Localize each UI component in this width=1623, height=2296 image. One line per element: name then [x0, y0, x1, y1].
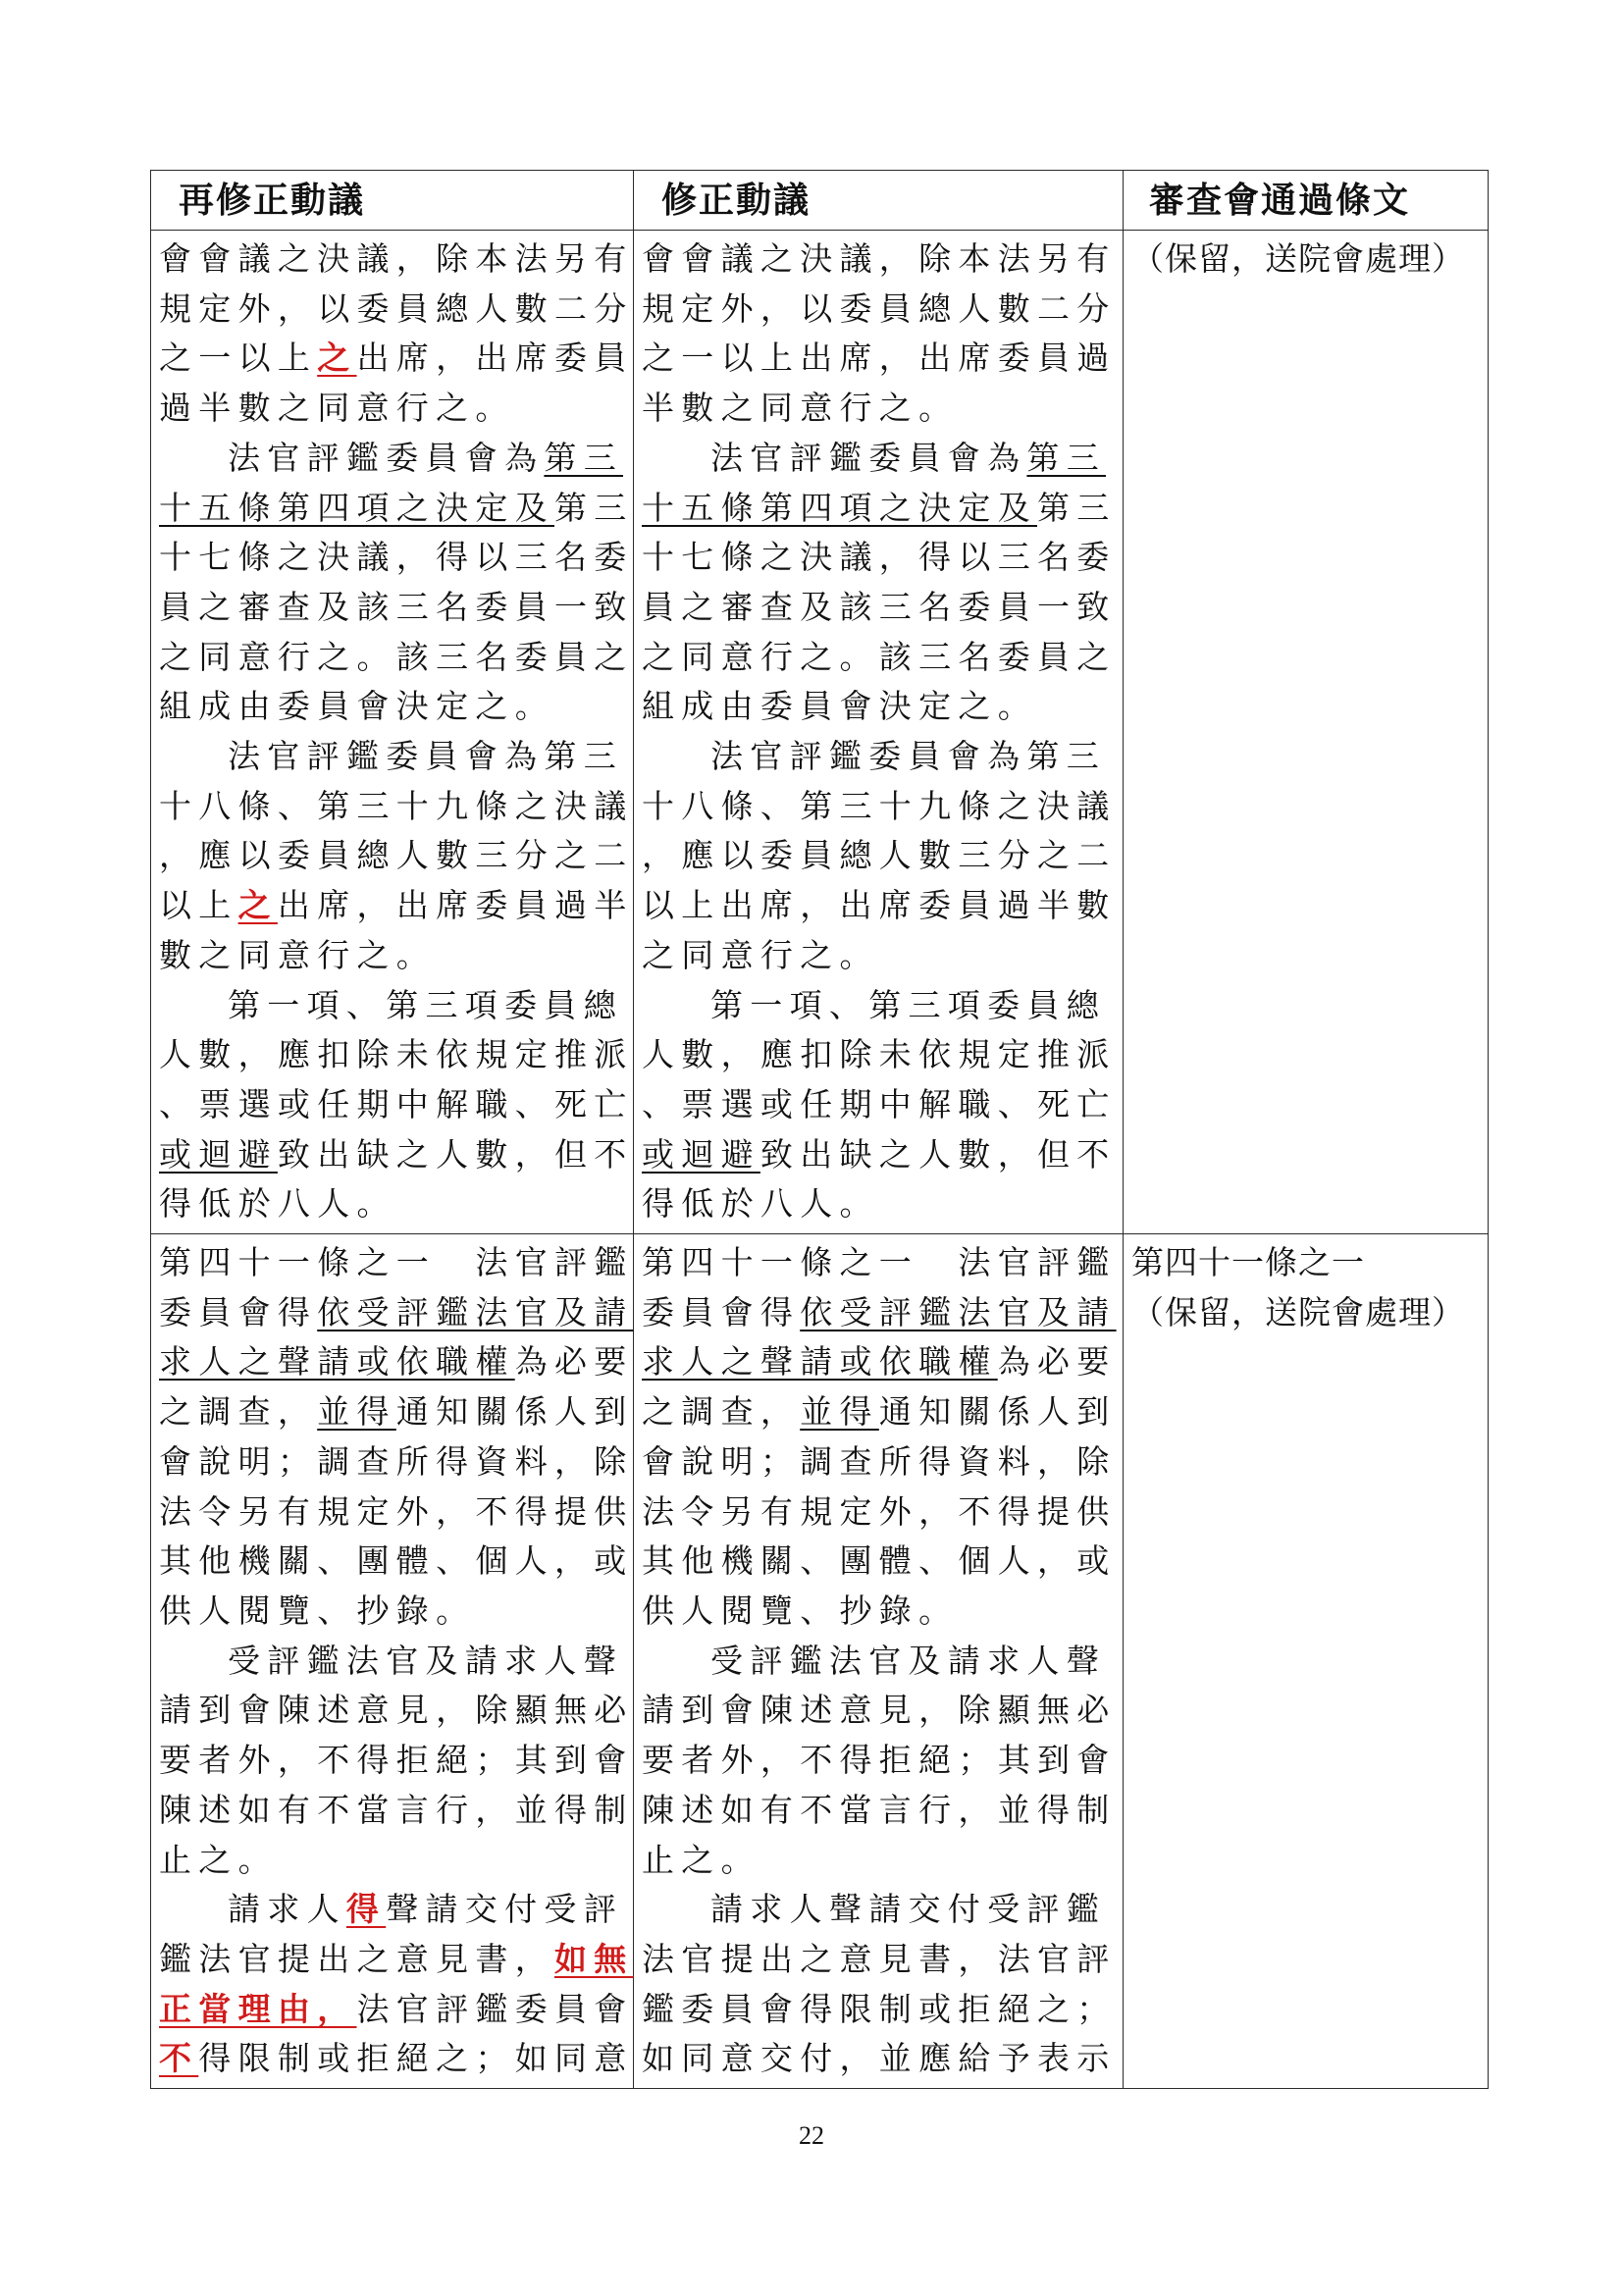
text-line: 員之審查及該三名委員一致 — [642, 587, 1117, 626]
committee-text — [1124, 231, 1488, 288]
text-line: 供人閱覽、抄錄。 — [642, 1591, 959, 1630]
header-amendment: 修正動議 — [634, 171, 1124, 231]
text-line: 規定外，以委員總人數二分 — [159, 288, 634, 328]
underlined-text: 或迴避 — [159, 1134, 278, 1174]
text-line: 十五條第四項之決定及第三 — [642, 488, 1117, 527]
text-line: 陳述如有不當言行，並得制 — [642, 1790, 1117, 1829]
committee-text — [1124, 1234, 1488, 1341]
row1-committee-cell — [1124, 231, 1489, 1234]
text-line: 供人閱覽、抄錄。 — [159, 1591, 476, 1630]
red-amended-text: 不 — [159, 2039, 199, 2078]
row1-re-amendment-cell — [151, 231, 634, 1234]
text-line: 或迴避致出缺之人數，但不 — [159, 1134, 634, 1174]
text-line: 法官評鑑委員會為第三 — [228, 438, 624, 477]
text-line: 法令另有規定外，不得提供 — [642, 1491, 1117, 1531]
text-line: 以上出席，出席委員過半數 — [642, 886, 1117, 925]
underlined-text: 依受評鑑法官及請 — [317, 1292, 634, 1331]
text-line: 會說明；調查所得資料，除 — [159, 1441, 634, 1481]
text-line: 人數，應扣除未依規定推派 — [159, 1035, 634, 1074]
comparison-table — [150, 170, 1489, 2089]
text-line: 求人之聲請或依職權為必要 — [642, 1342, 1117, 1382]
text-line: 止之。 — [159, 1840, 278, 1879]
text-line: 如同意交付，並應給予表示 — [642, 2039, 1117, 2078]
text-line: 止之。 — [642, 1840, 760, 1879]
text-line: 人數，應扣除未依規定推派 — [642, 1035, 1117, 1074]
text-line: 法令另有規定外，不得提供 — [159, 1491, 634, 1531]
text-line: 過半數之同意行之。 — [159, 389, 515, 428]
table-row — [151, 231, 1489, 1234]
reserved-note: （保留，送院會處理） — [1131, 239, 1465, 278]
text-line: 第一項、第三項委員總 — [228, 985, 623, 1024]
table-row — [151, 1234, 1489, 2089]
article-heading: 第四十一條之一 法官評鑑 — [642, 1243, 1117, 1282]
text-line: 之調查，並得通知關係人到 — [642, 1392, 1117, 1432]
text-line: 十八條、第三十九條之決議 — [642, 786, 1117, 825]
red-amended-text: 得 — [345, 1890, 387, 1929]
underlined-text: 第三 — [1026, 438, 1107, 477]
text-line: 十五條第四項之決定及第三 — [159, 488, 634, 527]
text-line: 委員會得依受評鑑法官及請 — [642, 1292, 1117, 1331]
row1-amendment-cell — [634, 231, 1124, 1234]
text-line: 請到會陳述意見，除顯無必 — [159, 1691, 634, 1730]
header-re-amendment: 再修正動議 — [151, 171, 634, 231]
text-line: 法官評鑑委員會為第三 — [710, 438, 1107, 477]
text-line: 得低於八人。 — [642, 1184, 879, 1224]
underlined-text: 十五條第四項之決定及 — [642, 488, 1037, 527]
text-line: 或迴避致出缺之人數，但不 — [642, 1134, 1117, 1174]
underlined-text: 並得 — [800, 1392, 879, 1432]
text-line: 組成由委員會決定之。 — [159, 687, 554, 726]
header-row — [151, 171, 1489, 231]
article-text — [151, 1234, 633, 2088]
underlined-text: 求人之聲請或依職權 — [159, 1342, 515, 1382]
text-line: ，應以委員總人數三分之二 — [642, 836, 1117, 875]
text-line: ，應以委員總人數三分之二 — [159, 836, 634, 875]
text-line: 法官提出之意見書，法官評 — [642, 1939, 1117, 1978]
text-line: 不得限制或拒絕之；如同意 — [159, 2039, 634, 2078]
text-line: 要者外，不得拒絕；其到會 — [159, 1741, 634, 1780]
row2-re-amendment-cell — [151, 1234, 634, 2089]
article-text — [634, 231, 1123, 1233]
row2-committee-cell — [1124, 1234, 1489, 2089]
text-line: 會會議之決議，除本法另有 — [159, 239, 634, 278]
text-line: 請到會陳述意見，除顯無必 — [642, 1691, 1117, 1730]
underlined-text: 第三 — [544, 438, 624, 477]
text-line: 其他機關、團體、個人，或 — [159, 1541, 634, 1581]
underlined-text: 十五條第四項之決定及 — [159, 488, 554, 527]
text-line: 十八條、第三十九條之決議 — [159, 786, 634, 825]
text-line: 第一項、第三項委員總 — [710, 985, 1106, 1024]
text-line: 法官評鑑委員會為第三 — [228, 737, 623, 776]
text-line: 之一以上出席，出席委員過 — [642, 339, 1117, 378]
text-line: 組成由委員會決定之。 — [642, 687, 1037, 726]
text-line: 員之審查及該三名委員一致 — [159, 587, 634, 626]
text-line: 鑑委員會得限制或拒絕之； — [642, 1989, 1117, 2028]
red-amended-text: 之 — [237, 886, 278, 925]
text-line: 正當理由，法官評鑑委員會 — [159, 1989, 634, 2028]
article-heading: 第四十一條之一 — [1131, 1243, 1365, 1282]
article-text — [634, 1234, 1123, 2088]
text-line: 委員會得依受評鑑法官及請 — [159, 1292, 634, 1331]
text-line: 數之同意行之。 — [159, 935, 437, 974]
article-heading: 第四十一條之一 法官評鑑 — [159, 1243, 634, 1282]
underlined-text: 求人之聲請或依職權 — [642, 1342, 998, 1382]
text-line: 半數之同意行之。 — [642, 389, 959, 428]
text-line: 之同意行之。 — [642, 935, 879, 974]
underlined-text: 或迴避 — [642, 1134, 760, 1174]
article-text — [151, 231, 633, 1233]
text-line: 鑑法官提出之意見書，如無 — [159, 1939, 634, 1978]
text-line: 陳述如有不當言行，並得制 — [159, 1790, 634, 1829]
row2-amendment-cell — [634, 1234, 1124, 2089]
reserved-note: （保留，送院會處理） — [1131, 1292, 1465, 1331]
text-line: 受評鑑法官及請求人聲 — [710, 1641, 1106, 1680]
text-line: 十七條之決議，得以三名委 — [642, 538, 1117, 577]
text-line: 規定外，以委員總人數二分 — [642, 288, 1117, 328]
page-number: 22 — [799, 2121, 824, 2150]
text-line: 得低於八人。 — [159, 1184, 396, 1224]
text-line: 之一以上之出席，出席委員 — [159, 339, 634, 378]
underlined-text: 依受評鑑法官及請 — [800, 1292, 1117, 1331]
text-line: 求人之聲請或依職權為必要 — [159, 1342, 634, 1382]
text-line: 會會議之決議，除本法另有 — [642, 239, 1117, 278]
text-line: 之調查，並得通知關係人到 — [159, 1392, 634, 1432]
red-amended-text: 之 — [317, 339, 357, 378]
text-line: 、票選或任期中解職、死亡 — [159, 1084, 634, 1123]
text-line: 會說明；調查所得資料，除 — [642, 1441, 1117, 1481]
text-line: 請求人得聲請交付受評 — [228, 1890, 624, 1929]
text-line: 其他機關、團體、個人，或 — [642, 1541, 1117, 1581]
header-committee-text: 審查會通過條文 — [1124, 171, 1489, 231]
text-line: 之同意行之。該三名委員之 — [642, 637, 1117, 676]
text-line: 以上之出席，出席委員過半 — [159, 886, 634, 925]
text-line: 受評鑑法官及請求人聲 — [228, 1641, 623, 1680]
red-amended-text: 如無 — [554, 1939, 634, 1978]
text-line: 要者外，不得拒絕；其到會 — [642, 1741, 1117, 1780]
underlined-text: 並得 — [317, 1392, 396, 1432]
text-line: 法官評鑑委員會為第三 — [710, 737, 1106, 776]
text-line: 十七條之決議，得以三名委 — [159, 538, 634, 577]
text-line: 、票選或任期中解職、死亡 — [642, 1084, 1117, 1123]
text-line: 請求人聲請交付受評鑑 — [710, 1890, 1106, 1929]
text-line: 之同意行之。該三名委員之 — [159, 637, 634, 676]
red-amended-text: 正當理由， — [159, 1989, 357, 2028]
